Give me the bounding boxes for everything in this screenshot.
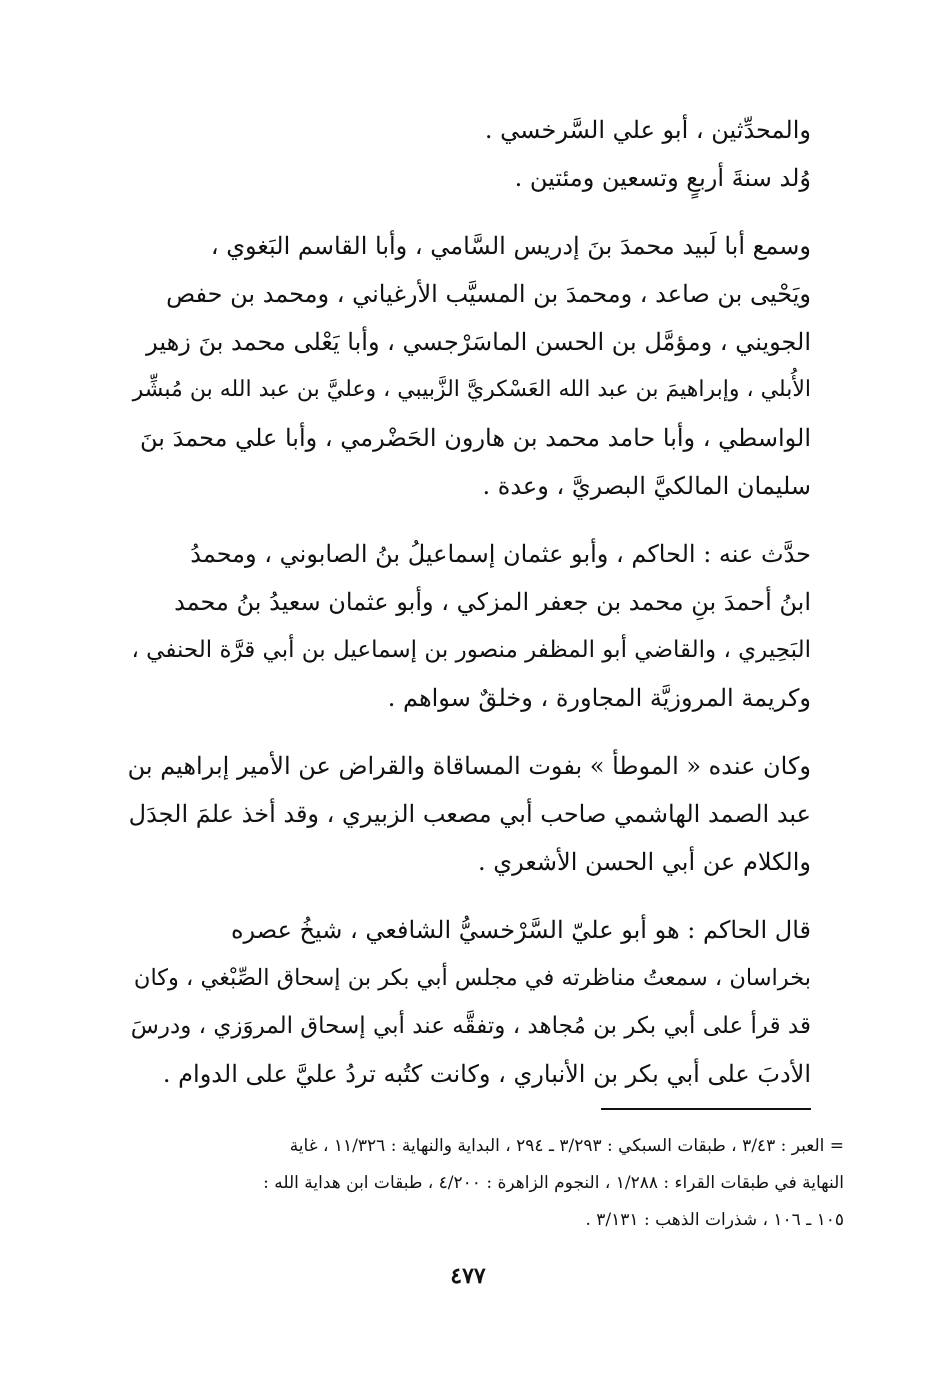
footnote xyxy=(124,1128,844,1239)
text-line: ابنُ أحمدَ بنِ محمد بن جعفر المزكي ، وأبو عثمان سعيدُ بنُ محمد xyxy=(174,588,811,616)
paragraph-hakim-quote xyxy=(126,906,811,1098)
text-line: الواسطي ، وأبا حامد محمد بن هارون الحَضْرمي ، وأبا علي محمدَ بنَ xyxy=(140,424,811,452)
text-line: وكان عنده « الموطأ » بفوت المساقاة والقراض عن الأمير إبراهيم بن xyxy=(127,752,811,780)
text-line: وكريمة المروزيَّة المجاورة ، وخلقٌ سواهم . xyxy=(387,684,811,712)
footnote-line: النهاية في طبقات القراء : ١/٢٨٨ ، النجوم الزاهرة : ٤/٢٠٠ ، طبقات ابن هداية الله : xyxy=(263,1173,844,1193)
text-line: الأدبَ على أبي بكر بن الأنباري ، وكانت كتُبه تردُ عليَّ على الدوام . xyxy=(162,1060,811,1088)
main-text xyxy=(126,106,811,1098)
text-line: سليمان المالكيَّ البصريَّ ، وعدة . xyxy=(482,472,811,500)
paragraph-students xyxy=(126,530,811,722)
text-line: البَحِيري ، والقاضي أبو المظفر منصور بن إسماعيل بن أبي قرَّة الحنفي ، xyxy=(131,637,811,663)
text-line: عبد الصمد الهاشمي صاحب أبي مصعب الزبيري ، وقد أخذ علمَ الجدَل xyxy=(128,800,811,828)
text-line: بخراسان ، سمعتُ مناظرته في مجلس أبي بكر بن إسحاق الصِّبْغي ، وكان xyxy=(133,965,811,991)
text-line: الأُبلي ، وإبراهيمَ بن عبد الله العَسْكريَّ الزَّبيبي ، وعليَّ بن عبد الله بن مُبشِّر xyxy=(132,377,811,402)
footnote-line: = العبر : ٣/٤٣ ، طبقات السبكي : ٣/٢٩٣ ـ ٢٩٤ ، البداية والنهاية : ١١/٣٢٦ ، غاية xyxy=(289,1136,844,1156)
paragraph-muwatta xyxy=(126,742,811,886)
text-line: وسمع أبا لَبيد محمدَ بنَ إدريس السَّامي ، وأبا القاسم البَغوي ، xyxy=(210,232,811,260)
text-line: والكلام عن أبي الحسن الأشعري . xyxy=(478,848,811,876)
text-line: قد قرأ على أبي بكر بن مُجاهد ، وتفقَّه عند أبي إسحاق المروَزي ، ودرسَ xyxy=(130,1013,811,1039)
text-line: حدَّث عنه : الحاكم ، وأبو عثمان إسماعيلُ بنُ الصابوني ، ومحمدُ xyxy=(190,540,811,568)
text-line: قال الحاكم : هو أبو عليّ السَّرْخسيُّ الشافعي ، شيخُ عصره xyxy=(230,916,811,944)
paragraph-teachers xyxy=(126,222,811,510)
footnote-divider xyxy=(601,1108,811,1110)
paragraph-birth xyxy=(126,106,811,202)
footnote-line: ١٠٥ ـ ١٠٦ ، شذرات الذهب : ٣/١٣١ . xyxy=(585,1210,844,1230)
text-line: وُلد سنةَ أربعٍ وتسعين ومئتين . xyxy=(514,164,811,192)
text-line: ويَحْيى بن صاعد ، ومحمدَ بن المسيَّب الأرغياني ، ومحمد بن حفص xyxy=(166,280,811,308)
text-line: الجويني ، ومؤمَّل بن الحسن الماسَرْجسي ، وأبا يَعْلى محمد بنَ زهير xyxy=(146,328,811,356)
text-line: والمحدِّثين ، أبو علي السَّرخسي . xyxy=(484,116,811,144)
page-number: ٤٧٧ xyxy=(450,1263,486,1289)
